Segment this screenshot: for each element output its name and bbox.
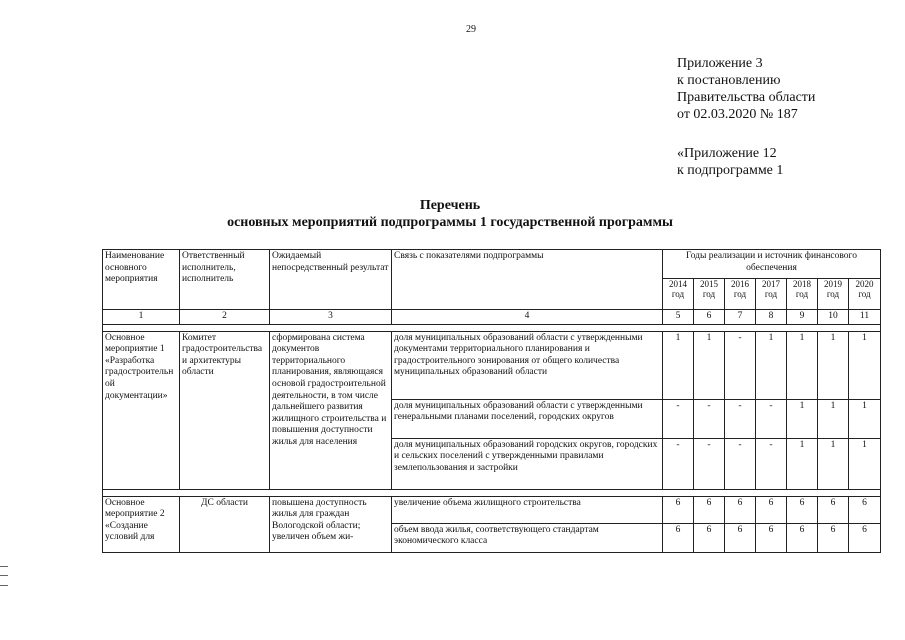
title-line-1: Перечень — [419, 198, 481, 213]
appendix-12-line-1: «Приложение 12 — [677, 146, 777, 161]
appendix-line-2: к постановлению — [677, 73, 781, 88]
value-cell: - — [725, 399, 756, 438]
value-cell: 1 — [694, 331, 725, 399]
spacer-row — [103, 324, 881, 331]
col-num: 11 — [849, 310, 881, 325]
spacer-cell — [103, 489, 881, 496]
value-cell: 1 — [818, 399, 849, 438]
value-cell: 1 — [818, 331, 849, 399]
document-title — [100, 197, 800, 231]
year-2019: 2019 год — [818, 279, 849, 310]
appendix-block — [677, 55, 815, 123]
value-cell: 1 — [787, 438, 818, 489]
event1-result: сформирована система документов территориального планирования, являющаяся основой градостроительной деятельности, в том числе дальнейшего развития жилищного строительства и повышения доступности жилья для населения — [270, 331, 392, 489]
value-cell: 6 — [725, 496, 756, 523]
value-cell: - — [756, 438, 787, 489]
value-cell: 6 — [756, 523, 787, 552]
value-cell: - — [756, 399, 787, 438]
value-cell: - — [725, 438, 756, 489]
event1-responsible: Комитет градостроительства и архитектуры области — [180, 331, 270, 489]
value-cell: - — [663, 438, 694, 489]
col-num: 9 — [787, 310, 818, 325]
value-cell: 6 — [694, 496, 725, 523]
col-num: 10 — [818, 310, 849, 325]
year-2020: 2020 год — [849, 279, 881, 310]
col-num: 3 — [270, 310, 392, 325]
year-2015: 2015 год — [694, 279, 725, 310]
scan-edge-marks — [0, 566, 8, 586]
page-number: 29 — [466, 24, 476, 35]
appendix-12-line-2: к подпрограмме 1 — [677, 163, 784, 178]
col-num: 7 — [725, 310, 756, 325]
header-row — [103, 250, 881, 279]
value-cell: 6 — [787, 496, 818, 523]
year-2014: 2014 год — [663, 279, 694, 310]
year-2018: 2018 год — [787, 279, 818, 310]
header-responsible: Ответственный исполнитель, исполнитель — [180, 250, 270, 310]
header-name: Наименование основного мероприятия — [103, 250, 180, 310]
appendix-12-block — [677, 145, 783, 179]
col-num: 2 — [180, 310, 270, 325]
value-cell: 1 — [756, 331, 787, 399]
value-cell: 6 — [849, 523, 881, 552]
event1-indicator-2: доля муниципальных образований области с утвержденными генеральными планами поселений, городских округов — [392, 399, 663, 438]
value-cell: 1 — [818, 438, 849, 489]
header-result: Ожидаемый непосредственный результат — [270, 250, 392, 310]
event2-responsible: ДС области — [180, 496, 270, 552]
col-num: 6 — [694, 310, 725, 325]
value-cell: 1 — [849, 399, 881, 438]
appendix-line-3: Правительства области — [677, 90, 816, 105]
value-cell: - — [663, 399, 694, 438]
events-table — [102, 249, 881, 553]
event2-name: Основное мероприятие 2 «Создание условий для — [103, 496, 180, 552]
value-cell: - — [725, 331, 756, 399]
value-cell: 1 — [849, 331, 881, 399]
value-cell: 6 — [849, 496, 881, 523]
spacer-cell — [103, 324, 881, 331]
col-num: 4 — [392, 310, 663, 325]
event2-row-1 — [103, 496, 881, 523]
title-line-2: основных мероприятий подпрограммы 1 государственной программы — [227, 215, 673, 230]
col-num: 5 — [663, 310, 694, 325]
event1-indicator-3: доля муниципальных образований городских округов, городских и сельских поселений с утвержденными правилами землепользования и застройки — [392, 438, 663, 489]
value-cell: 6 — [663, 523, 694, 552]
value-cell: 6 — [787, 523, 818, 552]
event1-name: Основное мероприятие 1 «Разработка градостроительной документации» — [103, 331, 180, 489]
value-cell: 6 — [818, 496, 849, 523]
header-years-group: Годы реализации и источник финансового обеспечения — [663, 250, 881, 279]
appendix-line-4: от 02.03.2020 № 187 — [677, 107, 798, 122]
value-cell: 1 — [787, 399, 818, 438]
column-number-row — [103, 310, 881, 325]
value-cell: 1 — [787, 331, 818, 399]
event1-indicator-1: доля муниципальных образований области с утвержденными документами территориального планирования и градостроительного зонирования от общего количества муниципальных образований области — [392, 331, 663, 399]
col-num: 8 — [756, 310, 787, 325]
event1-row-1 — [103, 331, 881, 399]
value-cell: 6 — [694, 523, 725, 552]
appendix-line-1: Приложение 3 — [677, 56, 763, 71]
event2-indicator-1: увеличение объема жилищного строительства — [392, 496, 663, 523]
value-cell: - — [694, 399, 725, 438]
value-cell: 6 — [725, 523, 756, 552]
value-cell: 6 — [663, 496, 694, 523]
header-indicators: Связь с показателями подпрограммы — [392, 250, 663, 310]
value-cell: 6 — [756, 496, 787, 523]
spacer-row — [103, 489, 881, 496]
year-2016: 2016 год — [725, 279, 756, 310]
value-cell: 1 — [849, 438, 881, 489]
event2-indicator-2: объем ввода жилья, соответствующего стандартам экономического класса — [392, 523, 663, 552]
year-2017: 2017 год — [756, 279, 787, 310]
value-cell: 1 — [663, 331, 694, 399]
event2-result: повышена доступность жилья для граждан Вологодской области; увеличен объем жи- — [270, 496, 392, 552]
col-num: 1 — [103, 310, 180, 325]
value-cell: - — [694, 438, 725, 489]
value-cell: 6 — [818, 523, 849, 552]
